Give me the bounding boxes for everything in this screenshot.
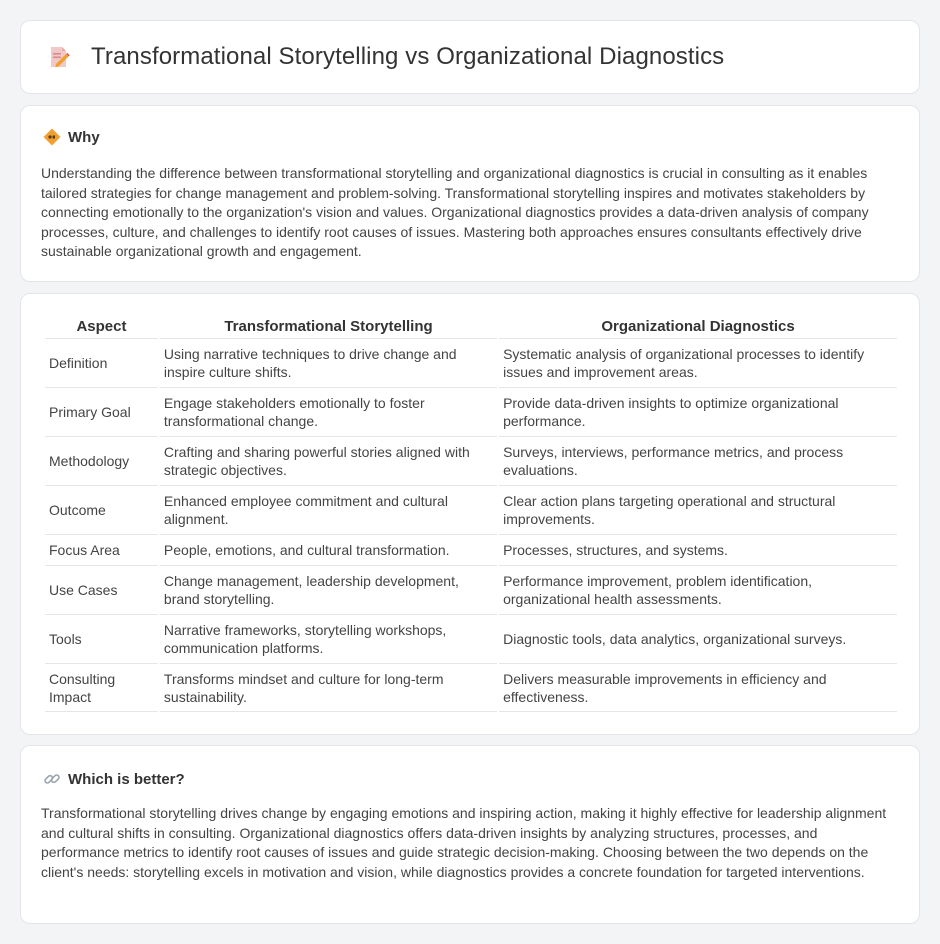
table-row: [45, 338, 897, 387]
table-row: [45, 534, 897, 565]
row-storytelling: Using narrative techniques to drive change and inspire culture shifts.: [160, 338, 497, 387]
row-storytelling: Crafting and sharing powerful stories aligned with strategic objectives.: [160, 436, 497, 485]
row-aspect: Definition: [45, 338, 158, 387]
table-row: [45, 436, 897, 485]
table-row: [45, 614, 897, 663]
row-diagnostics: Systematic analysis of organizational processes to identify issues and improvement areas.: [499, 338, 897, 387]
table-row: [45, 663, 897, 712]
row-diagnostics: Surveys, interviews, performance metrics, and process evaluations.: [499, 436, 897, 485]
diamond-sign-icon: [43, 128, 61, 146]
row-aspect: Methodology: [45, 436, 158, 485]
table-row: [45, 565, 897, 614]
row-storytelling: Enhanced employee commitment and cultural alignment.: [160, 485, 497, 534]
row-aspect: Focus Area: [45, 534, 158, 565]
link-icon: [43, 770, 61, 788]
why-heading-row: [43, 128, 899, 146]
row-diagnostics: Processes, structures, and systems.: [499, 534, 897, 565]
row-aspect: Tools: [45, 614, 158, 663]
row-diagnostics: Clear action plans targeting operational and structural improvements.: [499, 485, 897, 534]
row-aspect: Consulting Impact: [45, 663, 158, 712]
row-diagnostics: Provide data-driven insights to optimize organizational performance.: [499, 387, 897, 436]
comparison-card: [20, 293, 920, 735]
row-storytelling: People, emotions, and cultural transformation.: [160, 534, 497, 565]
row-storytelling: Narrative frameworks, storytelling workshops, communication platforms.: [160, 614, 497, 663]
table-row: [45, 485, 897, 534]
row-diagnostics: Diagnostic tools, data analytics, organizational surveys.: [499, 614, 897, 663]
why-heading: Why: [68, 128, 100, 146]
document-edit-icon: [47, 45, 71, 69]
better-heading: Which is better?: [68, 770, 185, 788]
table-header-row: [45, 314, 897, 338]
table-row: [45, 387, 897, 436]
row-aspect: Primary Goal: [45, 387, 158, 436]
better-heading-row: [43, 770, 899, 788]
row-diagnostics: Performance improvement, problem identification, organizational health assessments.: [499, 565, 897, 614]
which-better-section: [20, 745, 920, 924]
header-aspect: Aspect: [76, 318, 127, 335]
comparison-table: [43, 314, 899, 712]
better-paragraph: Transformational storytelling drives change by engaging emotions and inspiring action, making it highly effective for leadership alignment and cultural shifts in consulting. Organizational diagnostics offers data-driven insights by analyzing structures, processes, and performance metrics to identify root causes of issues and guide strategic decision-making. Choosing between the two depends on the client's needs: storytelling excels in motivation and vision, while diagnostics provides a concrete foundation for targeted interventions.: [41, 805, 887, 880]
header-diagnostics: Organizational Diagnostics: [601, 318, 795, 335]
row-diagnostics: Delivers measurable improvements in efficiency and effectiveness.: [499, 663, 897, 712]
page-title: Transformational Storytelling vs Organizational Diagnostics: [91, 43, 725, 70]
row-aspect: Outcome: [45, 485, 158, 534]
header-storytelling: Transformational Storytelling: [224, 318, 433, 335]
why-section: [20, 105, 920, 282]
row-storytelling: Transforms mindset and culture for long-term sustainability.: [160, 663, 497, 712]
row-storytelling: Engage stakeholders emotionally to foster transformational change.: [160, 387, 497, 436]
why-paragraph: Understanding the difference between transformational storytelling and organizational diagnostics is crucial in consulting as it enables tailored strategies for change management and problem-solving. Transformational storytelling inspires and motivates stakeholders by connecting emotionally to the organization's vision and values. Organizational diagnostics provides a data-driven analysis of company processes, culture, and challenges to identify root causes of issues. Mastering both approaches ensures consultants effectively drive sustainable organizational growth and engagement.: [41, 165, 869, 260]
row-storytelling: Change management, leadership development, brand storytelling.: [160, 565, 497, 614]
row-aspect: Use Cases: [45, 565, 158, 614]
title-card: [20, 20, 920, 94]
